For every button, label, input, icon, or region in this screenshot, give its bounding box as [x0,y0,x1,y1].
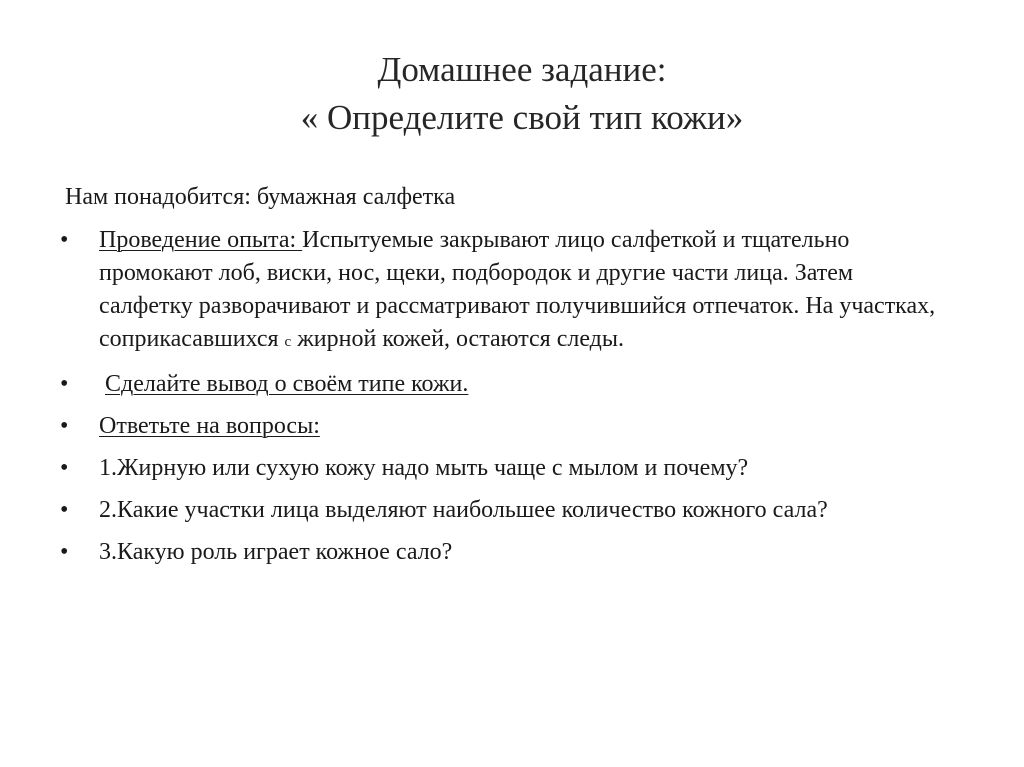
bullet-icon: • [60,455,69,481]
bullet-icon: • [60,539,69,565]
intro-text: Нам понадобится: бумажная салфетка [65,184,456,210]
list-item-question-2 [60,494,940,527]
bullet-icon: • [60,227,69,253]
experiment-text-part1: Испытуемые закрывают лицо салфеткой и тщательно промокают лоб, виски, нос, щеки, подбородок и другие части лица. Затем салфетку разворачивают и рассматривают получившийся отпечаток. На участках, соприкасавшихся [99,227,936,352]
slide-title [0,46,1024,142]
question-1-text: 1.Жирную или сухую кожу надо мыть чаще с мылом и почему? [99,455,749,481]
questions-heading: Ответьте на вопросы: [99,413,320,439]
experiment-text-part2: жирной кожей, остаются следы. [291,326,625,352]
bullet-icon: • [60,371,69,397]
list-item-question-3 [60,536,940,569]
conclusion-text: Сделайте вывод о своём типе кожи. [105,371,469,397]
bullet-icon: • [60,497,69,523]
list-item-question-1 [60,452,940,485]
list-item-questions-heading [60,410,940,443]
title-line-1: Домашнее задание: [377,50,667,89]
question-3-text: 3.Какую роль играет кожное сало? [99,539,453,565]
experiment-heading: Проведение опыта: [99,227,303,253]
bullet-icon: • [60,413,69,439]
list-item-conclusion [60,368,940,401]
list-item-experiment [60,224,940,359]
question-2-text: 2.Какие участки лица выделяют наибольшее количество кожного сала? [99,497,828,523]
experiment-small-char: с [284,334,292,350]
title-line-2: « Определите свой тип кожи» [300,98,744,137]
bullet-list [60,224,940,578]
